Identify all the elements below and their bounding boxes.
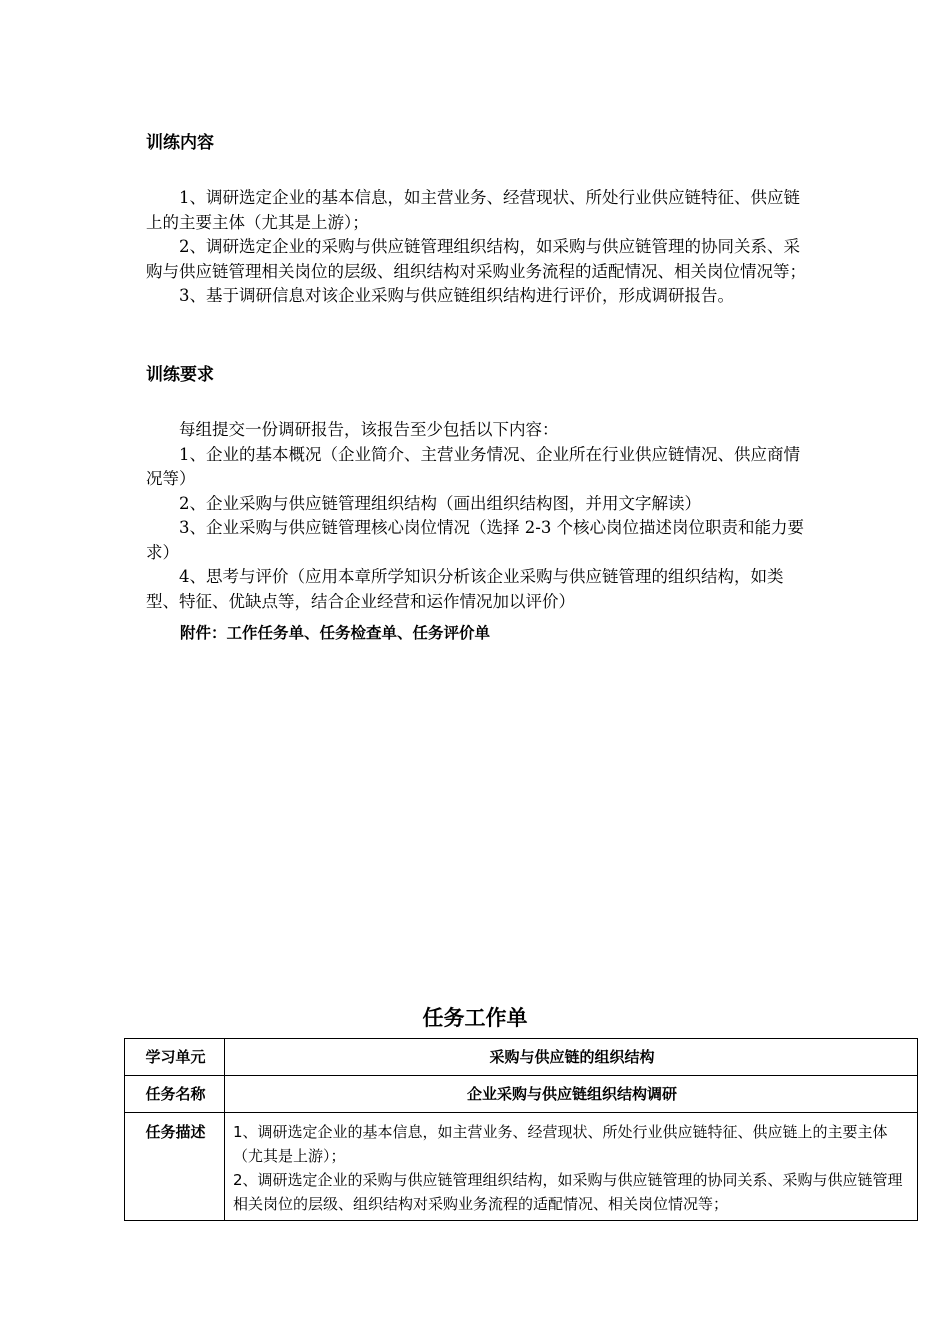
cell-text: 任务名称 — [145, 1085, 206, 1103]
row-label — [125, 1113, 225, 1221]
task-description-line: 2、调研选定企业的采购与供应链管理组织结构，如采购与供应链管理的协同关系、采购与供应链管理相关岗位的层级、组织结构对采购业务流程的适配情况、相关岗位情况等； — [233, 1171, 903, 1213]
row-label — [125, 1076, 225, 1113]
training-content-item: 1、调研选定企业的基本信息，如主营业务、经营现状、所处行业供应链特征、供应链上的主要主体（尤其是上游）； — [146, 188, 800, 232]
cell-text: 任务描述 — [145, 1123, 206, 1141]
cell-text: 采购与供应链的组织结构 — [489, 1048, 655, 1066]
requirement-item: 3、企业采购与供应链管理核心岗位情况（选择 2-3 个核心岗位描述岗位职责和能力要求） — [146, 518, 805, 562]
worksheet-title: 任务工作单 — [422, 1006, 528, 1030]
table-row — [125, 1076, 918, 1113]
section-heading-training-requirements: 训练要求 — [146, 365, 214, 385]
table-row — [125, 1039, 918, 1076]
training-content-item: 3、基于调研信息对该企业采购与供应链组织结构进行评价，形成调研报告。 — [179, 286, 734, 305]
requirement-item: 4、思考与评价（应用本章所学知识分析该企业采购与供应链管理的组织结构，如类型、特征、优缺点等，结合企业经营和运作情况加以评价） — [146, 567, 784, 611]
training-content-item: 2、调研选定企业的采购与供应链管理组织结构，如采购与供应链管理的协同关系、采购与供应链管理相关岗位的层级、组织结构对采购业务流程的适配情况、相关岗位情况等； — [146, 237, 806, 281]
section-heading-training-content: 训练内容 — [146, 133, 214, 153]
requirements-intro: 每组提交一份调研报告，该报告至少包括以下内容： — [179, 420, 559, 439]
cell-text: 学习单元 — [145, 1048, 206, 1066]
worksheet-table — [124, 1038, 918, 1221]
attachment-note: 附件：工作任务单、任务检查单、任务评价单 — [180, 624, 491, 642]
task-description-line: 1、调研选定企业的基本信息，如主营业务、经营现状、所处行业供应链特征、供应链上的主要主体（尤其是上游）； — [233, 1123, 888, 1165]
training-requirements-list — [146, 418, 811, 614]
requirement-item: 2、企业采购与供应链管理组织结构（画出组织结构图，并用文字解读） — [179, 493, 701, 513]
requirement-item: 1、企业的基本概况（企业简介、主营业务情况、企业所在行业供应链情况、供应商情况等） — [146, 444, 800, 488]
row-value — [225, 1113, 918, 1221]
row-label — [125, 1039, 225, 1076]
cell-text: 企业采购与供应链组织结构调研 — [466, 1085, 677, 1103]
table-row — [125, 1113, 918, 1221]
training-content-list — [146, 186, 811, 309]
row-value — [225, 1076, 918, 1113]
row-value — [225, 1039, 918, 1076]
